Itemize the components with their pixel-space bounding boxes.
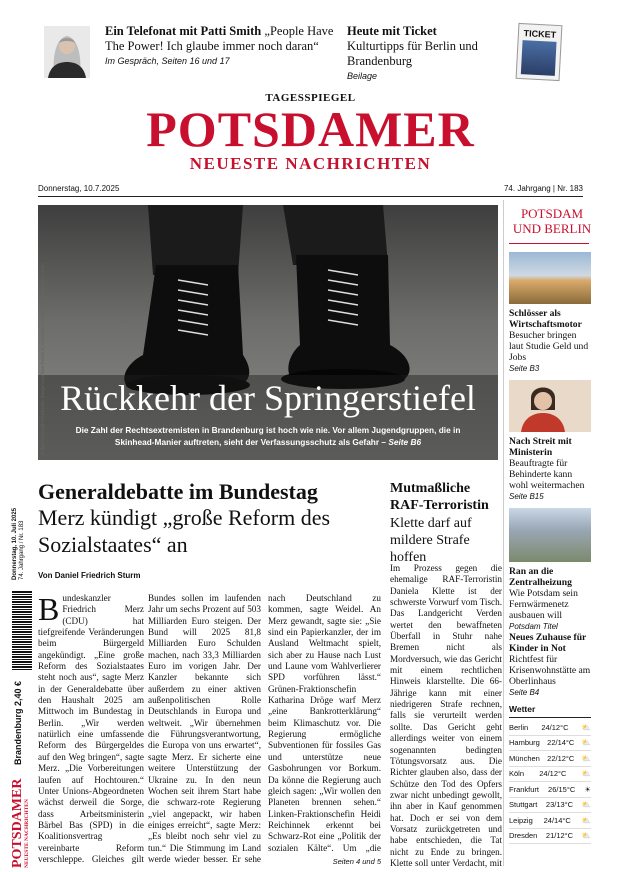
lead-col2: Bundes sollen im laufenden Jahr um sechs Prozent auf 503 Milliarden Euro steigen. Der Bund will 2025 81,8 Milliarden Euro Schulden machen, nach 33,3 Milliarden Euro im vorigen Jahr. Der Kanzler bekannte sich außerdem zu einer aktiven außenpolitischen Rolle Deutschlands in Europa und weltweit. „Wir übernehmen die Führungsverantwortung, die Europa von uns erwartet“, sagte Merz. Er sicherte eine weitere Unterstützung der Ukraine zu. In den neun Wochen seit ihrem Start habe die schwarz-rote Regierung „viel angepackt, wir haben einiges erreicht“, sagte Merz: „Es bleibt noch sehr viel zu tun.“ Die Stimmung im Land werde wieder besser. Er sehe bbox=[148, 593, 261, 864]
sidebar-section-rule bbox=[509, 243, 589, 244]
lead-headline: Merz kündigt „große Reform des Sozialstaates“ an bbox=[38, 505, 331, 557]
weather-row: Leipzig 24/14°C ⛅ bbox=[509, 813, 591, 829]
sun-icon: ☀ bbox=[584, 784, 591, 794]
sidebar-item-text: Richtfest für Krisenwohnstätte am Oberlinhaus bbox=[509, 654, 591, 687]
sidebar-photo-pipes bbox=[509, 508, 591, 562]
hero-credit: © dpa/Christoph Reichwein; imago/Jonathan Tausend; Sebastian Gabsch, dpa/Vanessa Lo Cast bbox=[40, 263, 45, 455]
masthead-subtitle: NEUESTE NACHRICHTEN bbox=[189, 154, 432, 173]
sidebar-item-title: Neues Zuhause für Kinder in Not bbox=[509, 632, 587, 654]
masthead-date: Donnerstag, 10.7.2025 bbox=[38, 184, 120, 193]
sidebar-item-ref: Seite B4 bbox=[509, 688, 540, 697]
masthead-kicker: TAGESSPIEGEL bbox=[265, 92, 356, 104]
weather-row: Hamburg 22/14°C ⛅ bbox=[509, 736, 591, 752]
masthead-rule bbox=[38, 196, 583, 197]
second-subheadline: Klette darf auf mildere Strafe hoffen bbox=[390, 516, 472, 565]
sidebar-item-ref: Seite B3 bbox=[509, 364, 540, 373]
teaser-ticket[interactable] bbox=[347, 24, 507, 81]
sidebar-item-ministerin[interactable] bbox=[509, 380, 591, 501]
sidebar-photo-portrait bbox=[509, 380, 591, 432]
spine-info bbox=[12, 508, 26, 580]
sidebar-item-text: Besucher bringen laut Studie Geld und Jobs bbox=[509, 330, 589, 363]
sidebar-item-text: Wie Potsdam sein Fernwärmenetz ausbauen will bbox=[509, 588, 578, 621]
person-icon bbox=[509, 380, 591, 432]
sun-cloud-icon: ⛅ bbox=[581, 753, 591, 763]
portrait-icon bbox=[44, 26, 90, 78]
lead-kicker: Generaldebatte im Bundestag bbox=[38, 479, 318, 504]
sun-cloud-icon: ⛅ bbox=[581, 738, 591, 748]
lead-col3: nach Deutschland zu kommen, sagte Weidel. An Merz gewandt, sagte sie: „Sie sind ein Papierkanzler, der im Ausland Weltmacht spielt, sich aber zu Hause nach Lust und Laune vom Wahlverlierer SPD vorführen lässt.“ Grünen-Fraktionschefin Katharina Dröge warf Merz „eine Bankrotterklärung“ beim Klimaschutz vor. Die Regierung ermögliche Subventionen für fossiles Gas und unterstütze neue Gasbohrungen vor Borkum. Da könne die Regierung auch gleich sagen: „Wir wollen den Planeten brennen sehen.“ Linken-Fraktionschefin Heidi Reichinnek erkennt bei Schwarz-Rot eine „Politik der sozialen Kälte“. Um „die bbox=[268, 593, 381, 853]
masthead-title: POTSDAMER bbox=[146, 101, 475, 157]
weather-box bbox=[509, 704, 591, 844]
sidebar-item-title: Nach Streit mit Ministerin bbox=[509, 436, 572, 458]
weather-row: Köln 24/12°C ⛅ bbox=[509, 767, 591, 783]
second-story bbox=[390, 480, 502, 566]
sidebar-item-ref: Seite B15 bbox=[509, 492, 544, 501]
barcode bbox=[12, 590, 32, 670]
sidebar-item-zuhause[interactable] bbox=[509, 632, 591, 697]
sidebar-item-ref: Potsdam Titel bbox=[509, 622, 558, 631]
teaser-ticket-title: Heute mit Ticket bbox=[347, 24, 437, 38]
sidebar-photo-castle bbox=[509, 252, 591, 304]
teaser-ticket-subtitle: Kulturtipps für Berlin und Brandenburg bbox=[347, 39, 478, 68]
teaser-ticket-ref: Beilage bbox=[347, 71, 378, 81]
masthead-issue: 74. Jahrgang | Nr. 183 bbox=[503, 184, 583, 193]
dropcap: B bbox=[38, 593, 60, 627]
teaser-patti[interactable] bbox=[105, 24, 335, 66]
sun-cloud-icon: ⛅ bbox=[581, 815, 591, 825]
teaser-patti-ref: Im Gespräch, Seiten 16 und 17 bbox=[105, 56, 230, 66]
lead-byline: Von Daniel Friedrich Sturm bbox=[38, 571, 141, 580]
ticket-cover-label: TICKET bbox=[523, 28, 557, 40]
weather-row: Dresden 21/12°C ⛅ bbox=[509, 829, 591, 845]
sidebar-item-text: Beauftragte für Behinderte kann wohl weitermachen bbox=[509, 458, 585, 491]
sidebar-item-title: Ran an die Zentralheizung bbox=[509, 566, 572, 588]
spine-price: Brandenburg 2,40 € bbox=[13, 680, 23, 765]
lead-ref[interactable]: Seiten 4 und 5 bbox=[332, 857, 381, 866]
spine-logo-sub: NEUESTE NACHRICHTEN bbox=[24, 799, 30, 868]
ticket-cover[interactable] bbox=[516, 23, 563, 81]
masthead bbox=[0, 92, 621, 174]
sun-cloud-icon: ⛅ bbox=[581, 831, 591, 841]
spine-logo bbox=[11, 779, 30, 868]
spine-date: Donnerstag, 10. Juli 2025 bbox=[12, 507, 18, 580]
boots-illustration bbox=[38, 205, 498, 460]
lead-col1: Bundeskanzler Friedrich Merz (CDU) hat tiefgreifende Veränderungen beim Bürgergeld angekündigt. „Eine große Reform des Sozialstaates steht noch aus“, sagte Merz in der Generaldebatte über den Haushalt 2025 am Mittwoch im Bundestag in Berlin. „Wir werden natürlich eine umfassende Reform des Bürgergeldes auf den Weg bringen“, sagte Merz. „Die Vorbereitungen laufen auf Hochtouren.“ Unter Unions-Abgeordneten wächst derweil die Sorge, dass Arbeitsministerin Bärbel Bas (SPD) in die Koalitionsvertrag vereinbarte Reform verschleppe. Gleiches gilt bbox=[38, 593, 144, 864]
sun-cloud-icon: ⛅ bbox=[581, 800, 591, 810]
sun-cloud-icon: ⛅ bbox=[581, 722, 591, 732]
sun-cloud-icon: ⛅ bbox=[581, 769, 591, 779]
sidebar-item-fernwaerme[interactable] bbox=[509, 508, 591, 631]
sidebar-item-schloesser[interactable] bbox=[509, 252, 591, 373]
sidebar-item-title: Schlösser als Wirtschaftsmotor bbox=[509, 308, 582, 330]
second-headline: Mutmaßliche RAF-Terroristin bbox=[390, 481, 489, 513]
teaser-patti-photo[interactable] bbox=[44, 26, 90, 78]
weather-row: Stuttgart 23/13°C ⛅ bbox=[509, 798, 591, 814]
weather-title: Wetter bbox=[509, 704, 591, 718]
hero-photo[interactable] bbox=[38, 205, 498, 460]
sidebar-section-title: POTSDAM UND BERLIN bbox=[512, 206, 592, 236]
weather-row: Frankfurt 26/15°C ☀ bbox=[509, 782, 591, 798]
spine-issue: 74. Jahrgang / Nr. 183 bbox=[19, 520, 25, 580]
ticket-cover-image bbox=[521, 40, 557, 76]
weather-row: Berlin 24/12°C ⛅ bbox=[509, 720, 591, 736]
hero-caption: Die Zahl der Rechtsextremisten in Brandenburg ist hoch wie nie. Vor allem Jugendgruppen, die in Skinhead-Manier auftreten, sieht der Verfassungsschutz als Gefahr – Seite B6 bbox=[75, 425, 461, 447]
second-text: Im Prozess gegen die ehemalige RAF-Terroristin Daniela Klette ist der schwerste Vorwurf vom Tisch. Das Landgericht Verden wertet den bewaffneten Überfall in Stuhr nahe Bremen nicht als Mordversuch, wie das Gericht mit einem rechtlichen Hinweis klarstellte. Die 66-Jährige kann mit einer niedrigeren Strafe rechnen, falls sie verurteilt werden sollte. Das Gericht geht allerdings weiter von einem sogenannten bedingten Tötungsvorsatz aus. Die Richter glauben also, dass der Schütze den Tod des Opfers zwar nicht unbedingt gewollt, ihn aber in Kauf genommen hat. Doch er sei von dem Vorsatz zurückgetreten und habe entschieden, die Tat nicht zu Ende zu bringen. Klette soll unter Verdacht, mit bbox=[390, 563, 502, 868]
weather-row: München 22/12°C ⛅ bbox=[509, 751, 591, 767]
sidebar-divider bbox=[503, 200, 504, 866]
teaser-patti-title: Ein Telefonat mit Patti Smith „People Have The Power! Ich glaube immer noch daran“ bbox=[105, 24, 334, 53]
spine-logo-title: POTSDAMER bbox=[10, 778, 25, 868]
hero-headline: Rückkehr der Springerstiefel bbox=[60, 378, 476, 418]
